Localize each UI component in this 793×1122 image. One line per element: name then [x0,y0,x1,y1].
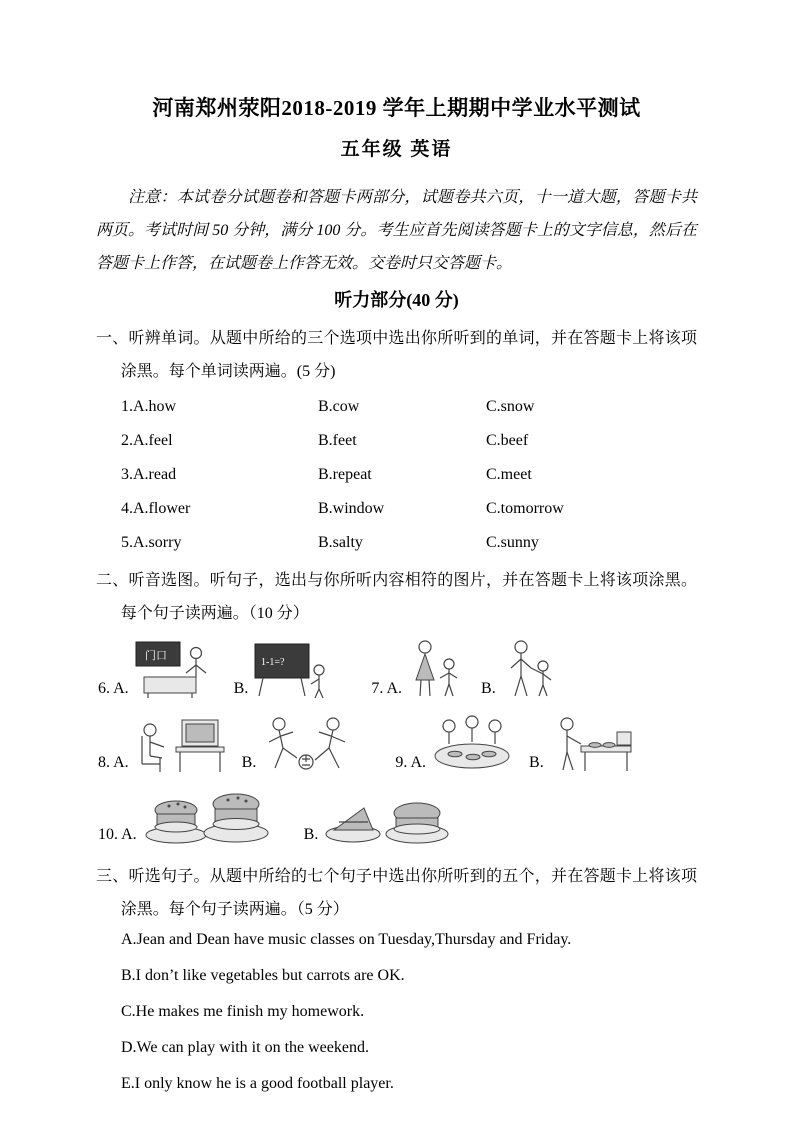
sentence-option-c: C.He makes me finish my homework. [121,1003,365,1020]
picture-9a-family-eating [431,714,513,774]
option-1a: 1.A.how [121,398,177,415]
picture-7b-father-child [501,638,559,700]
option-label-7b: B. [481,680,496,697]
question-6-option-b [234,640,330,700]
section2-heading: 二、听音选图。听句子，选出与你所听内容相符的图片，并在答题卡上将该项涂黑。每个句子读两遍。（10 分） [96,572,697,622]
picture-8a-watching-tv [134,714,226,774]
picture-row-2 [98,714,697,774]
option-2c: C.beef [486,432,529,449]
option-5a: 5.A.sorry [121,534,182,551]
sentence-options-list [121,930,697,1093]
blackboard-text: 1-1=? [261,657,285,668]
picture-10a-hamburgers [142,788,270,846]
option-label-10b: B. [303,826,319,843]
question-10-option-a [98,788,270,846]
option-3c: C.meet [486,466,532,483]
picture-9b-washing-dishes [549,714,637,774]
option-4c: C.tomorrow [486,500,564,517]
option-label-8b: B. [241,754,257,771]
question-7-option-b [481,638,559,700]
picture-7a-mother-children [407,638,465,700]
picture-row-1 [98,638,697,700]
question-10-option-b [304,788,452,846]
question-7-option-a [371,638,465,700]
exam-title: 河南郑州荥阳2018-2019 学年上期期中学业水平测试 [152,96,641,120]
picture-6b-blackboard-math [253,640,329,700]
option-3b: B.repeat [318,466,372,483]
section1-heading: 一、听辨单词。从题中所给的三个选项中选出你所听到的单词，并在答题卡上将该项涂黑。每个单词读两遍。(5 分) [96,330,697,380]
option-3a: 3.A.read [121,466,177,483]
option-4a: 4.A.flower [121,500,191,517]
word-options-table [121,390,697,560]
section3-heading: 三、听选句子。从题中所给的七个句子中选出你所听到的五个，并在答题卡上将该项涂黑。每个句子读两遍。（5 分） [96,868,697,918]
question-8-option-a [98,714,226,774]
picture-10b-cake-and-sandwich [323,788,451,846]
picture-grid [98,638,697,846]
option-2a: 2.A.feel [121,432,173,449]
exam-notice: 注意：本试卷分试题卷和答题卡两部分，试题卷共六页，十一道大题，答题卡共两页。考试时间 50 分钟，满分 100 分。考生应首先阅读答题卡上的文字信息，然后在答题卡上作答，在试题卷上作答无效。交卷时只交答题卡。 [96,189,697,272]
option-1c: C.snow [486,398,535,415]
sentence-option-e: E.I only know he is a good football player. [121,1075,394,1092]
option-2b: B.feet [318,432,357,449]
option-label-8a: 8. A. [98,754,129,771]
option-4b: B.window [318,500,385,517]
sentence-option-a: A.Jean and Dean have music classes on Tuesday,Thursday and Friday. [121,931,572,948]
question-6-option-a [98,640,218,700]
option-label-9a: 9. A. [395,754,427,771]
option-label-6b: B. [233,680,249,697]
option-label-7a: 7. A. [371,680,403,697]
sentence-option-d: D.We can play with it on the weekend. [121,1039,369,1056]
picture-8b-kids-football [261,714,353,774]
option-label-6a: 6. A. [98,680,129,697]
listening-part-header: 听力部分(40 分) [334,290,459,310]
option-label-9b: B. [529,754,544,771]
option-label-10a: 10. A. [98,826,137,843]
option-5b: B.salty [318,534,363,551]
door-sign-text: 门口 [144,650,167,662]
option-1b: B.cow [318,398,360,415]
picture-6a-teacher-door-sign [134,640,218,700]
exam-subtitle: 五年级 英语 [340,139,453,160]
question-8-option-b [242,714,354,774]
sentence-option-b: B.I don’t like vegetables but carrots are OK. [121,967,405,984]
question-9-option-a [395,714,513,774]
option-5c: C.sunny [486,534,539,551]
question-9-option-b [529,714,637,774]
picture-row-3 [98,788,697,846]
